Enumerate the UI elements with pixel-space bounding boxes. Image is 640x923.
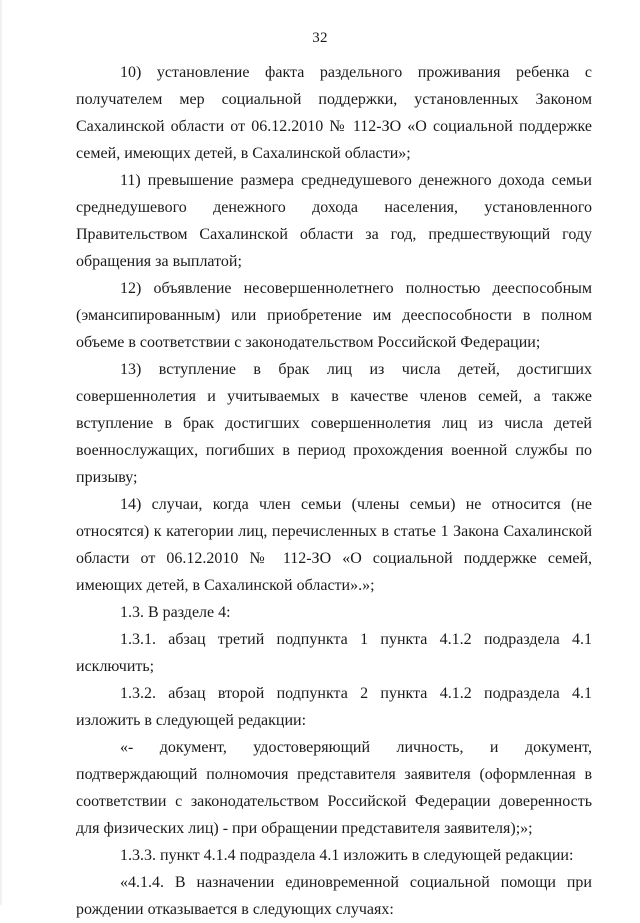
paragraph-1-3-2: 1.3.2. абзац второй подпункта 2 пункта 4.1.2 подраздела 4.1 изложить в следующей редакции:	[76, 685, 592, 729]
paragraph-1-3-1: 1.3.1. абзац третий подпункта 1 пункта 4.1.2 подраздела 4.1 исключить;	[76, 631, 592, 675]
paragraph-4-1-4: «4.1.4. В назначении единовременной социальной помощи при рождении отказывается в следующих случаях:	[76, 874, 592, 918]
paragraph-item-10: 10) установление факта раздельного проживания ребенка с получателем мер социальной поддержки, установленных Законом Сахалинской области от 06.12.2010 № 112-ЗО «О социальной поддержке семей, имеющих детей, в Сахалинской области»;	[76, 64, 592, 162]
paragraph-item-12: 12) объявление несовершеннолетнего полностью дееспособным (эмансипированным) или приобретение им дееспособности в полном объеме в соответствии с законодательством Российской Федерации;	[76, 280, 592, 351]
paragraph-item-13: 13) вступление в брак лиц из числа детей, достигших совершеннолетия и учитываемых в качестве членов семей, а также вступление в брак достигших совершеннолетия лиц из числа детей военнослужащих, погибших в период прохождения военной службы по призыву;	[76, 361, 592, 486]
paragraph-item-11: 11) превышение размера среднедушевого денежного дохода семьи среднедушевого денежного дохода населения, установленного Правительством Сахалинской области за год, предшествующий году обращения за выплатой;	[76, 172, 592, 270]
scan-edge	[0, 0, 2, 905]
page-number: 32	[312, 30, 328, 46]
paragraph-item-14: 14) случаи, когда член семьи (члены семьи) не относится (не относятся) к категории лиц, перечисленных в статье 1 Закона Сахалинской области от 06.12.2010 № 112-ЗО «О социальной поддержке семей, имеющих детей, в Сахалинской области».»;	[76, 496, 592, 594]
paragraph-section-1-3: 1.3. В разделе 4:	[120, 604, 231, 621]
paragraph-1-3-3: 1.3.3. пункт 4.1.4 подраздела 4.1 изложить в следующей редакции:	[120, 847, 574, 864]
document-body	[76, 59, 592, 923]
paragraph-quoted-document: «- документ, удостоверяющий личность, и документ, подтверждающий полномочия представителя заявителя (оформленная в соответствии с законодательством Российской Федерации доверенность для физических лиц) - при обращении представителя заявителя);»;	[76, 739, 592, 837]
